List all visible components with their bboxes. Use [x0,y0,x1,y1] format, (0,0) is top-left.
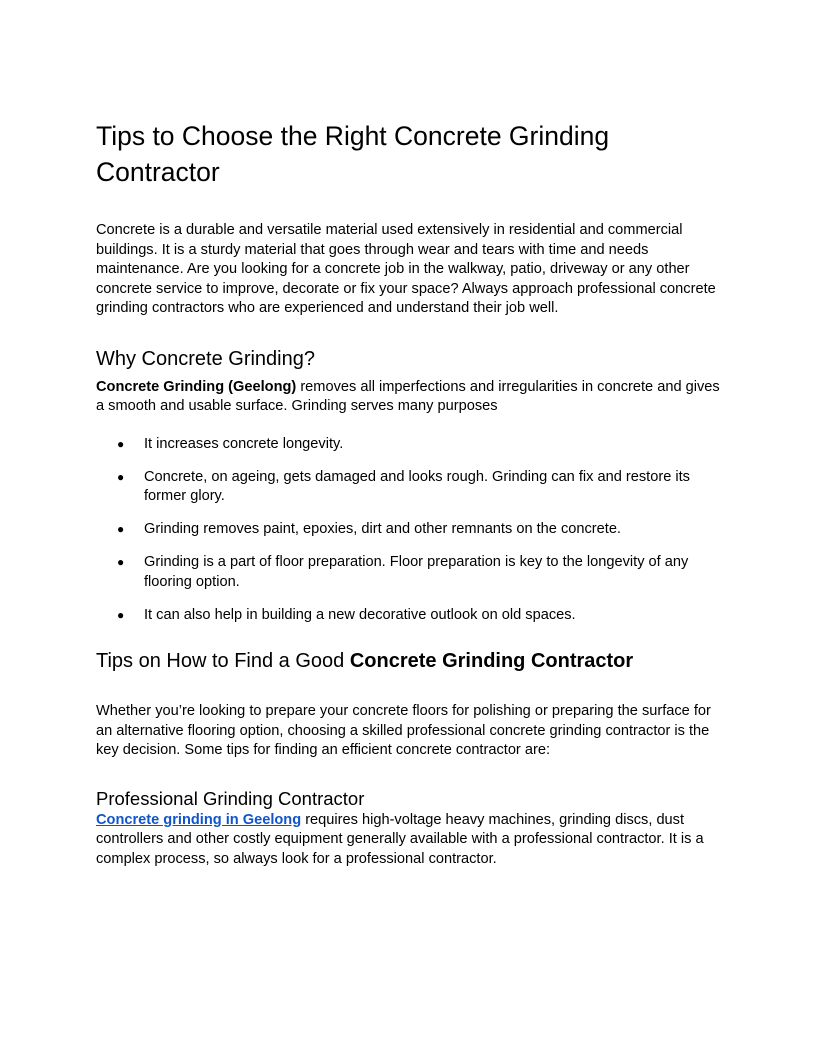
list-item [96,606,722,626]
concrete-grinding-geelong-link[interactable]: Concrete grinding in Geelong [96,811,302,828]
professional-paragraph [96,811,722,870]
purposes-list [96,435,722,626]
professional-body-text: requires high-voltage heavy machines, grinding discs, dust controllers and other costly equipment generally available with a professional contractor. It is a complex process, so always look for a professional contractor. [96,811,704,867]
document-title: Tips to Choose the Right Concrete Grinding Contractor [96,121,610,187]
tips-heading [96,647,722,675]
why-lead-paragraph [96,378,722,417]
list-item-text: Concrete, on ageing, gets damaged and looks rough. Grinding can fix and restore its former glory. [144,468,690,504]
bullet-icon: ● [117,436,125,451]
bullet-icon: ● [117,607,125,622]
list-item [96,468,722,507]
why-lead-text: removes all imperfections and irregularities in concrete and gives a smooth and usable surface. Grinding serves many purposes [96,378,720,414]
tips-intro-paragraph: Whether you’re looking to prepare your concrete floors for polishing or preparing the surface for an alternative flooring option, choosing a skilled professional concrete grinding contractor is the key decision. Some tips for finding an efficient concrete contractor are: [96,703,711,758]
intro-paragraph: Concrete is a durable and versatile material used extensively in residential and commercial buildings. It is a sturdy material that goes through wear and tears with time and needs maintenance. Are you looking for a concrete job in the walkway, patio, driveway or any other concrete service to improve, decorate or fix your space? Always approach professional concrete grinding contractors who are experienced and understand their job well. [96,222,716,316]
list-item-text: It can also help in building a new decorative outlook on old spaces. [144,606,576,623]
list-item [96,520,722,540]
bullet-icon: ● [117,469,125,484]
list-item-text: Grinding is a part of floor preparation. Floor preparation is key to the longevity of any flooring option. [144,554,689,590]
list-item-text: It increases concrete longevity. [144,435,344,452]
document-page [96,118,722,869]
tips-heading-bold: Concrete Grinding Contractor [349,650,634,672]
why-heading: Why Concrete Grinding? [96,347,315,370]
list-item-text: Grinding removes paint, epoxies, dirt and other remnants on the concrete. [144,521,621,537]
why-lead-bold: Concrete Grinding (Geelong) [96,378,297,395]
professional-heading: Professional Grinding Contractor [96,787,365,809]
tips-heading-plain: Tips on How to Find a Good [96,650,350,672]
bullet-icon: ● [117,522,125,536]
list-item [96,553,722,592]
list-item [96,435,722,455]
bullet-icon: ● [117,555,125,569]
